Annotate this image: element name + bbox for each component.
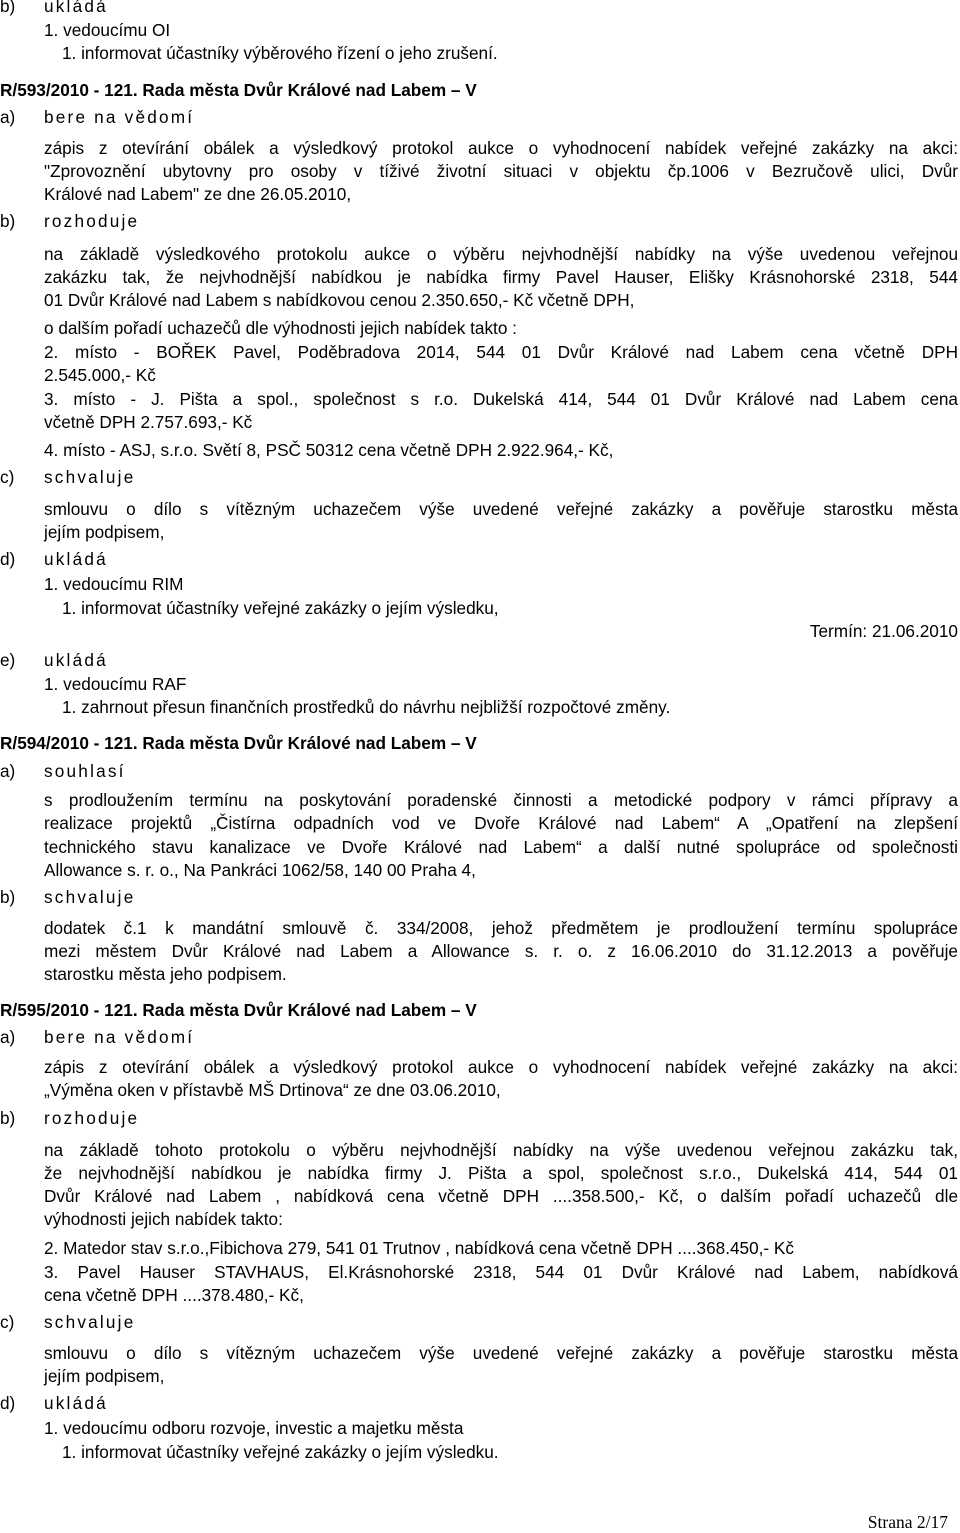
text-line: 2. místo - BOŘEK Pavel, Poděbradova 2014, 544 01 Dvůr Králové nad Labem cena včetně DPH [44, 342, 958, 362]
text-line: cena včetně DPH ....378.480,- Kč, [44, 1285, 304, 1305]
text-line: 2.545.000,- Kč [44, 365, 156, 385]
text-line: technického stavu kanalizace ve Dvoře Králové nad Labem“ a další nutné spolupráce od společnosti [44, 837, 958, 857]
text-line: smlouvu o dílo s vítězným uchazečem výše uvedené veřejné zakázky a pověřuje starostku města [44, 1343, 958, 1363]
item-label: e) [0, 650, 16, 670]
resolution-verb: ukládá [44, 549, 108, 569]
resolution-verb: bere na vědomí [44, 1027, 195, 1047]
resolution-verb: schvaluje [44, 887, 136, 907]
task-line: 1. zahrnout přesun finančních prostředků do návrhu nejbližší rozpočtové změny. [62, 697, 671, 717]
item-label: a) [0, 761, 16, 781]
text-line: 4. místo - ASJ, s.r.o. Světí 8, PSČ 50312 cena včetně DPH 2.922.964,- Kč, [44, 440, 614, 460]
text-line: 3. Pavel Hauser STAVHAUS, El.Krásnohorské 2318, 544 01 Dvůr Králové nad Labem, nabídková [44, 1262, 958, 1282]
resolution-id: R/593/2010 - 121. [0, 80, 138, 100]
text-line: zápis z otevírání obálek a výsledkový protokol aukce o vyhodnocení nabídek veřejné zakázky na akci: [44, 138, 958, 158]
item-label: b) [0, 1108, 16, 1128]
text-line: včetně DPH 2.757.693,- Kč [44, 412, 253, 432]
item-label: b) [0, 0, 16, 16]
assignee-line: 1. vedoucímu OI [44, 20, 171, 40]
text-line: dodatek č.1 k mandátní smlouvě č. 334/2008, jehož předmětem je prodloužení termínu spolupráce [44, 918, 958, 938]
text-line: smlouvu o dílo s vítězným uchazečem výše uvedené veřejné zakázky a pověřuje starostku města [44, 499, 958, 519]
text-line: 01 Dvůr Králové nad Labem s nabídkovou cenou 2.350.650,- Kč včetně DPH, [44, 290, 635, 310]
text-line: Allowance s. r. o., Na Pankráci 1062/58, 140 00 Praha 4, [44, 860, 476, 880]
text-line: starostku města jeho podpisem. [44, 964, 287, 984]
text-line: že nejvhodnější nabídkou je nabídka firmy J. Pišta a spol, společnost s.r.o., Dukelská 414, 544 01 [44, 1163, 958, 1183]
text-line: zakázku tak, že nejvhodnější nabídkou je nabídka firmy Pavel Hauser, Elišky Krásnohorské 2318, 544 [44, 267, 958, 287]
text-line: s prodloužením termínu na poskytování poradenské činnosti a metodické podpory v rámci přípravy a [44, 790, 958, 810]
resolution-verb: rozhoduje [44, 1108, 140, 1128]
resolution-verb: souhlasí [44, 761, 126, 781]
item-label: a) [0, 107, 16, 127]
item-label: a) [0, 1027, 16, 1047]
resolution-council: Rada města Dvůr Králové nad Labem – V [142, 80, 477, 100]
resolution-verb: ukládá [44, 650, 108, 670]
resolution-id: R/594/2010 - 121. [0, 733, 138, 753]
text-line: 2. Matedor stav s.r.o.,Fibichova 279, 541 01 Trutnov , nabídková cena včetně DPH ....368.450,- Kč [44, 1238, 794, 1258]
item-label: c) [0, 1312, 15, 1332]
item-label: d) [0, 1393, 16, 1413]
text-line: Dvůr Králové nad Labem , nabídková cena včetně DPH ....358.500,- Kč, o dalším pořadí uchazečů dle [44, 1186, 958, 1206]
resolution-heading [0, 733, 477, 753]
assignee-line: 1. vedoucímu RIM [44, 574, 184, 594]
assignee-line: 1. vedoucímu odboru rozvoje, investic a majetku města [44, 1418, 464, 1438]
resolution-verb: ukládá [44, 0, 108, 16]
page-number: Strana 2/17 [867, 1512, 948, 1532]
text-line: 3. místo - J. Pišta a spol., společnost s r.o. Dukelská 414, 544 01 Dvůr Králové nad Labem cena [44, 389, 958, 409]
resolution-verb: ukládá [44, 1393, 108, 1413]
task-line: 1. informovat účastníky veřejné zakázky o jejím výsledku, [62, 598, 499, 618]
resolution-verb: schvaluje [44, 1312, 136, 1332]
resolution-council: Rada města Dvůr Králové nad Labem – V [142, 733, 477, 753]
text-line: jejím podpisem, [44, 1366, 165, 1386]
resolution-heading [0, 80, 477, 100]
resolution-verb: rozhoduje [44, 211, 140, 231]
text-line: na základě tohoto protokolu o výběru nejvhodnější nabídky na výše uvedenou veřejnou zakázku tak, [44, 1140, 958, 1160]
text-line: realizace projektů „Čistírna odpadních vod ve Dvoře Králové nad Labem“ A „Opatření na zlepšení [44, 813, 958, 833]
resolution-id: R/595/2010 - 121. [0, 1000, 138, 1020]
text-line: zápis z otevírání obálek a výsledkový protokol aukce o vyhodnocení nabídek veřejné zakázky na akci: [44, 1057, 958, 1077]
resolution-heading [0, 1000, 477, 1020]
text-line: "Zprovoznění ubytovny pro osoby v tíživé životní situaci v objektu čp.1006 v Bezručově ulici, Dvůr [44, 161, 958, 181]
resolution-verb: schvaluje [44, 467, 136, 487]
text-line: výhodnosti jejich nabídek takto: [44, 1209, 283, 1229]
resolution-council: Rada města Dvůr Králové nad Labem – V [142, 1000, 477, 1020]
task-line: 1. informovat účastníky výběrového řízení o jeho zrušení. [62, 43, 498, 63]
assignee-line: 1. vedoucímu RAF [44, 674, 187, 694]
text-line: Králové nad Labem" ze dne 26.05.2010, [44, 184, 352, 204]
deadline: Termín: 21.06.2010 [809, 621, 958, 641]
text-line: „Výměna oken v přístavbě MŠ Drtinova“ ze dne 03.06.2010, [44, 1080, 501, 1100]
text-line: mezi městem Dvůr Králové nad Labem a Allowance s. r. o. z 16.06.2010 do 31.12.2013 a pověřuje [44, 941, 958, 961]
task-line: 1. informovat účastníky veřejné zakázky o jejím výsledku. [62, 1442, 499, 1462]
text-line: jejím podpisem, [44, 522, 165, 542]
text-line: o dalším pořadí uchazečů dle výhodnosti jejich nabídek takto : [44, 318, 517, 338]
text-line: na základě výsledkového protokolu aukce o výběru nejvhodnější nabídky na výše uvedenou veřejnou [44, 244, 958, 264]
resolution-verb: bere na vědomí [44, 107, 195, 127]
item-label: b) [0, 211, 16, 231]
item-label: b) [0, 887, 16, 907]
item-label: d) [0, 549, 16, 569]
item-label: c) [0, 467, 15, 487]
